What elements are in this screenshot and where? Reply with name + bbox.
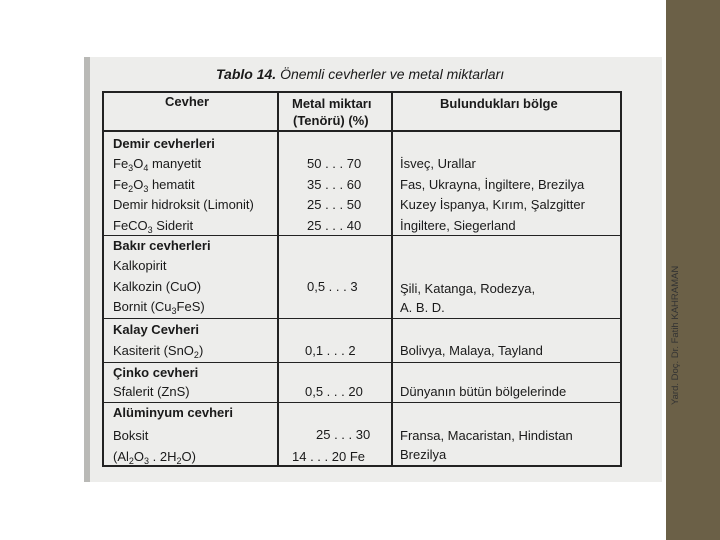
amount-zinc: 0,5 . . . 20 [305,384,363,399]
group-divider-copper [102,235,622,236]
group-divider-tin [102,318,622,319]
ore-magnetite: $Fe_3O_4$ manyetit [113,156,202,173]
amount-copper: 0,5 . . . 3 [307,279,358,294]
column-divider-2 [391,91,393,467]
ore-cassiterite: Kasiterit (SnO$_2$) [113,343,204,360]
region-zinc: Dünyanın bütün bölgelerinde [400,384,567,399]
scan-edge [84,57,90,482]
region-copper-1: Şili, Katanga, Rodezya, [400,281,536,296]
table-title [216,66,504,82]
amount-tin: 0,1 . . . 2 [305,343,356,358]
region-tin: Bolivya, Malaya, Tayland [400,343,543,358]
column-divider-1 [277,91,279,467]
table-caption: Önemli cevherler ve metal miktarları [280,66,505,82]
ore-bauxite: Boksit [113,428,149,443]
region-aluminium-1: Fransa, Macaristan, Hindistan [400,428,573,443]
ore-hematite: $Fe_2O_3$ hematit [113,177,195,194]
group-title-tin: Kalay Cevheri [113,322,199,337]
author-label: Yard. Doç. Dr. Fatih KAHRAMAN [670,265,681,405]
region-limonite: Kuzey İspanya, Kırım, Şalzgitter [400,197,585,212]
region-aluminium-2: Brezilya [400,447,447,462]
header-metal-amount: Metal miktarı [292,96,372,111]
ore-sphalerite: Sfalerit (ZnS) [113,384,190,399]
ore-alumina-formula: ($Al_2O_3$ . $2H_2O$) [113,449,196,466]
header-region: Bulundukları bölge [440,96,558,111]
ore-siderite: FeCO$_3$ Siderit [113,218,194,235]
group-divider-aluminium [102,402,622,403]
ore-chalcocite: Kalkozin (CuO) [113,279,202,294]
region-copper-2: A. B. D. [400,300,445,315]
amount-siderite: 25 . . . 40 [307,218,362,233]
group-title-iron: Demir cevherleri [113,136,215,151]
amount-hematite: 35 . . . 60 [307,177,362,192]
ore-chalcopyrite: Kalkopirit [113,258,167,273]
region-siderite: İngiltere, Siegerland [400,218,516,233]
group-title-aluminium: Alüminyum cevheri [113,405,233,420]
group-title-copper: Bakır cevherleri [113,238,211,253]
ore-limonite: Demir hidroksit (Limonit) [113,197,254,212]
region-magnetite: İsveç, Urallar [400,156,476,171]
ore-bornite: Bornit $(Cu_3FeS)$ [113,299,205,316]
amount-limonite: 25 . . . 50 [307,197,362,212]
amount-aluminium-1: 25 . . . 30 [316,427,371,442]
amount-magnetite: 50 . . . 70 [307,156,362,171]
amount-aluminium-2: 14 . . . 20 Fe [292,449,365,464]
header-tenor: (Tenörü) (%) [293,113,369,128]
header-ore: Cevher [165,94,210,109]
header-divider [102,130,622,132]
table-number: Tablo 14. [216,66,277,82]
group-title-zinc: Çinko cevheri [113,365,199,380]
group-divider-zinc [102,362,622,363]
region-hematite: Fas, Ukrayna, İngiltere, Brezilya [400,177,585,192]
